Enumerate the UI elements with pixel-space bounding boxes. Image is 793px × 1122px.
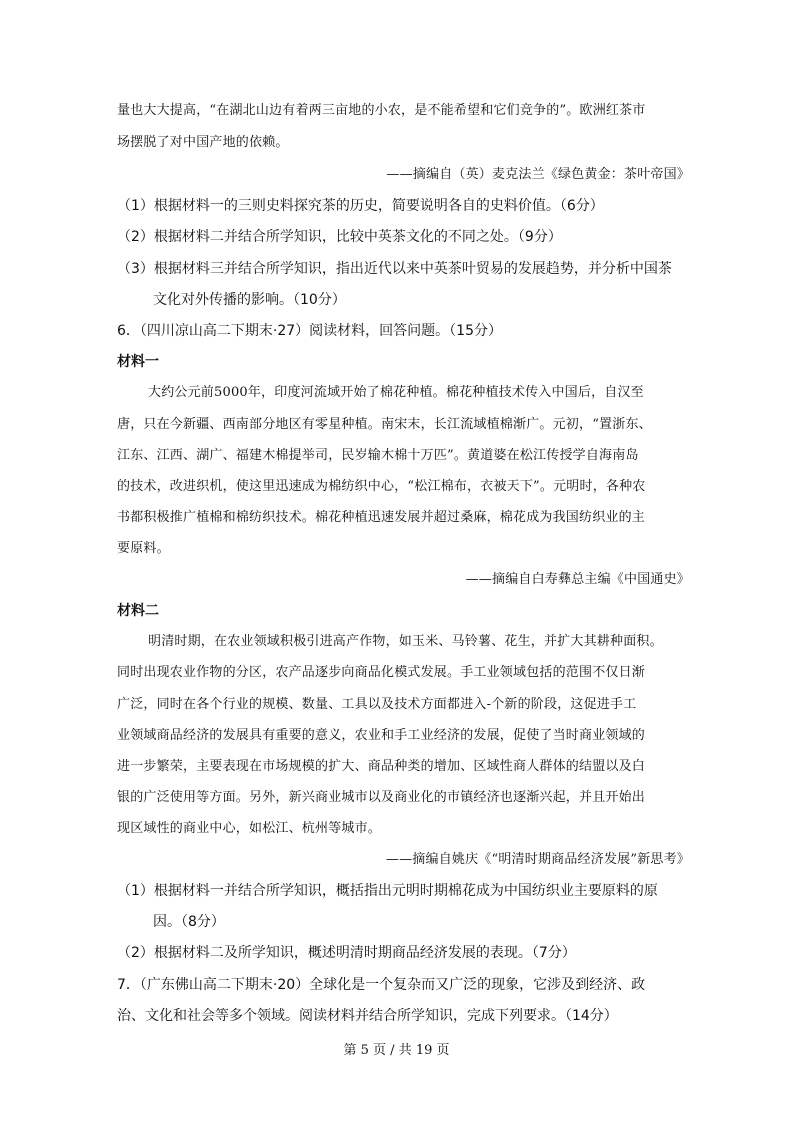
material-label: 材料一 — [117, 354, 159, 370]
material-text-line: 场摆脱了对中国产地的依赖。 — [117, 135, 289, 150]
question-item: （2）根据材料二及所学知识，概述明清时期商品经济发展的表现。（7分） — [117, 945, 576, 961]
material-text-line: 明清时期，在农业领域积极引进高产作物，如玉米、马铃薯、花生，并扩大其耕种面积。 — [148, 634, 663, 649]
question-item: （1）根据材料一并结合所学知识，概括指出元明时期棉花成为中国纺织业主要原料的原 — [117, 883, 658, 899]
material-text-line: 广泛，同时在各个行业的规模、数量、工具以及技术方面都进入-个新的阶段，这促进手工 — [117, 697, 637, 712]
question-item: （3）根据材料三并结合所学知识，指出近代以来中英茶叶贸易的发展趋势，并分析中国茶 — [117, 261, 672, 277]
material-source: ——摘编自（英）麦克法兰《绿色黄金：茶叶帝国》 — [386, 167, 690, 182]
material-text-line: 业领域商品经济的发展具有重要的意义，农业和手工业经济的发展，促使了当时商业领域的 — [117, 728, 646, 743]
page-number-footer: 第 5 页 / 共 19 页 — [343, 1043, 450, 1058]
material-text-line: 银的广泛使用等方面。另外，新兴商业城市以及商业化的市镇经济也逐渐兴起，并且开始出 — [117, 790, 646, 805]
material-text-line: 大约公元前5000年，印度河流域开始了棉花种植。棉花种植技术传入中国后，自汉至 — [148, 385, 644, 400]
question-item-continued: 文化对外传播的影响。（10分） — [153, 292, 346, 308]
question-item: （2）根据材料二并结合所学知识，比较中英茶文化的不同之处。（9分） — [117, 229, 562, 245]
question-item: （1）根据材料一的三则史料探究茶的历史，简要说明各自的史料价值。（6分） — [117, 198, 604, 214]
material-text-line: 量也大大提高，“在湖北山边有着两三亩地的小农，是不能希望和它们竞争的”。欧洲红茶市 — [117, 103, 646, 118]
material-text-line: 唐，只在今新疆、西南部分地区有零星种植。南宋末，长江流域植棉渐广。元初，“置浙东、 — [117, 417, 652, 432]
material-text-line: 书都积极推广植棉和棉纺织技术。棉花种植迅速发展并超过桑麻，棉花成为我国纺织业的主 — [117, 510, 646, 525]
material-text-line: 同时出现农业作物的分区，农产品逐步向商品化模式发展。手工业领域包括的范围不仅日渐 — [117, 665, 646, 680]
material-text-line: 的技术，改进织机，使这里迅速成为棉纺织中心，“松江棉布，衣被天下”。元明时，各种农 — [117, 479, 646, 494]
material-label: 材料二 — [117, 603, 159, 619]
question-item-continued: 因。（8分） — [153, 914, 225, 930]
question-header-continued: 治、文化和社会等多个领域。阅读材料并结合所学知识，完成下列要求。（14分） — [117, 1008, 618, 1024]
material-text-line: 进一步繁荣，主要表现在市场规模的扩大、商品种类的增加、区域性商人群体的结盟以及白 — [117, 759, 646, 774]
material-text-line: 江东、江西、湖广、福建木棉提举司，民岁输木棉十万匹”。黄道婆在松江传授学自海南岛 — [117, 448, 639, 463]
material-text-line: 现区域性的商业中心，如松江、杭州等城市。 — [117, 821, 382, 836]
question-header: 7．（广东佛山高二下期末·20）全球化是一个复杂而又广泛的现象，它涉及到经济、政 — [117, 977, 646, 993]
material-text-line: 要原料。 — [117, 541, 170, 556]
question-header: 6．（四川凉山高二下期末·27）阅读材料，回答问题。（15分） — [117, 323, 502, 339]
material-source: ——摘编自白寿彝总主编《中国通史》 — [465, 572, 690, 587]
material-source: ——摘编自姚庆《“明清时期商品经济发展”新思考》 — [385, 852, 690, 867]
